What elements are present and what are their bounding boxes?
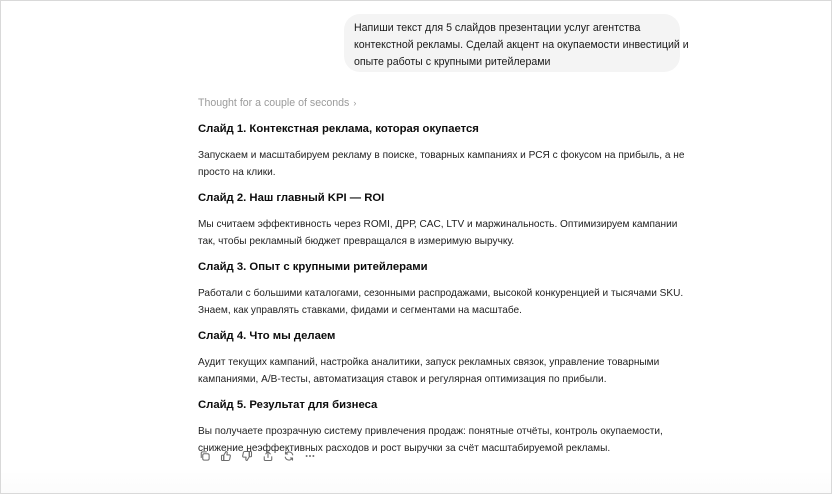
slide-text-line: Вы получаете прозрачную систему привлечения продаж: понятные отчёты, контроль окупаемости, (198, 426, 663, 437)
user-message-line: Напиши текст для 5 слайдов презентации услуг агентства (354, 22, 641, 34)
slide-text-line: Работали с большими каталогами, сезонными распродажами, высокой конкуренцией и тысячами SKU. (198, 288, 684, 299)
slide-title: Слайд 3. Опыт с крупными ритейлерами (198, 261, 428, 273)
share-icon (262, 450, 274, 462)
slide-title: Слайд 5. Результат для бизнеса (198, 399, 378, 411)
slide-text (198, 147, 698, 181)
slide-text-line: Аудит текущих кампаний, настройка аналитики, запуск рекламных связок, управление товарными (198, 357, 660, 368)
slide-title: Слайд 4. Что мы делаем (198, 330, 336, 342)
chevron-right-icon: › (353, 98, 357, 108)
regenerate-button[interactable] (281, 448, 296, 463)
copy-icon (199, 450, 211, 462)
slide-text-line: просто на клики. (198, 167, 276, 178)
share-button[interactable] (260, 448, 275, 463)
response-actions (197, 448, 317, 463)
more-button[interactable] (302, 448, 317, 463)
bottom-fade (1, 471, 831, 493)
slide-section (198, 120, 698, 181)
user-message-line: опыте работы с крупными ритейлерами (354, 56, 551, 68)
thumbs-down-button[interactable] (239, 448, 254, 463)
thumbs-up-button[interactable] (218, 448, 233, 463)
slide-section (198, 189, 698, 250)
thought-label: Thought for a couple of seconds (198, 97, 350, 109)
slide-text-line: Запускаем и масштабируем рекламу в поиске, товарных кампаниях и РСЯ с фокусом на прибыль, а не (198, 150, 685, 161)
assistant-response (198, 120, 698, 457)
refresh-icon (283, 450, 295, 462)
user-message-line: контекстной рекламы. Сделай акцент на окупаемости инвестиций и (354, 39, 689, 51)
thought-toggle[interactable] (198, 97, 356, 109)
slide-text (198, 285, 698, 319)
user-message-bubble (344, 14, 689, 72)
slide-text-line: кампаниями, A/B-тесты, автоматизация ставок и регулярная оптимизация по прибыли. (198, 374, 607, 385)
slide-section (198, 327, 698, 388)
slide-title: Слайд 1. Контекстная реклама, которая окупается (198, 123, 479, 135)
slide-title: Слайд 2. Наш главный KPI — ROI (198, 192, 385, 204)
slide-text-line: Знаем, как управлять ставками, фидами и сегментами на масштабе. (198, 305, 522, 316)
slide-text (198, 354, 698, 388)
slide-text-line: Мы считаем эффективность через ROMI, ДРР, CAC, LTV и маржинальность. Оптимизируем кампании (198, 219, 678, 230)
slide-text-line: так, чтобы рекламный бюджет превращался в измеримую выручку. (198, 236, 515, 247)
slide-text-line: снижение неэффективных расходов и рост выручки за счёт масштабируемой рекламы. (198, 443, 611, 454)
slide-section (198, 258, 698, 319)
copy-button[interactable] (197, 448, 212, 463)
slide-text (198, 216, 698, 250)
thumbs-down-icon (241, 450, 253, 462)
more-icon (304, 450, 316, 462)
thumbs-up-icon (220, 450, 232, 462)
